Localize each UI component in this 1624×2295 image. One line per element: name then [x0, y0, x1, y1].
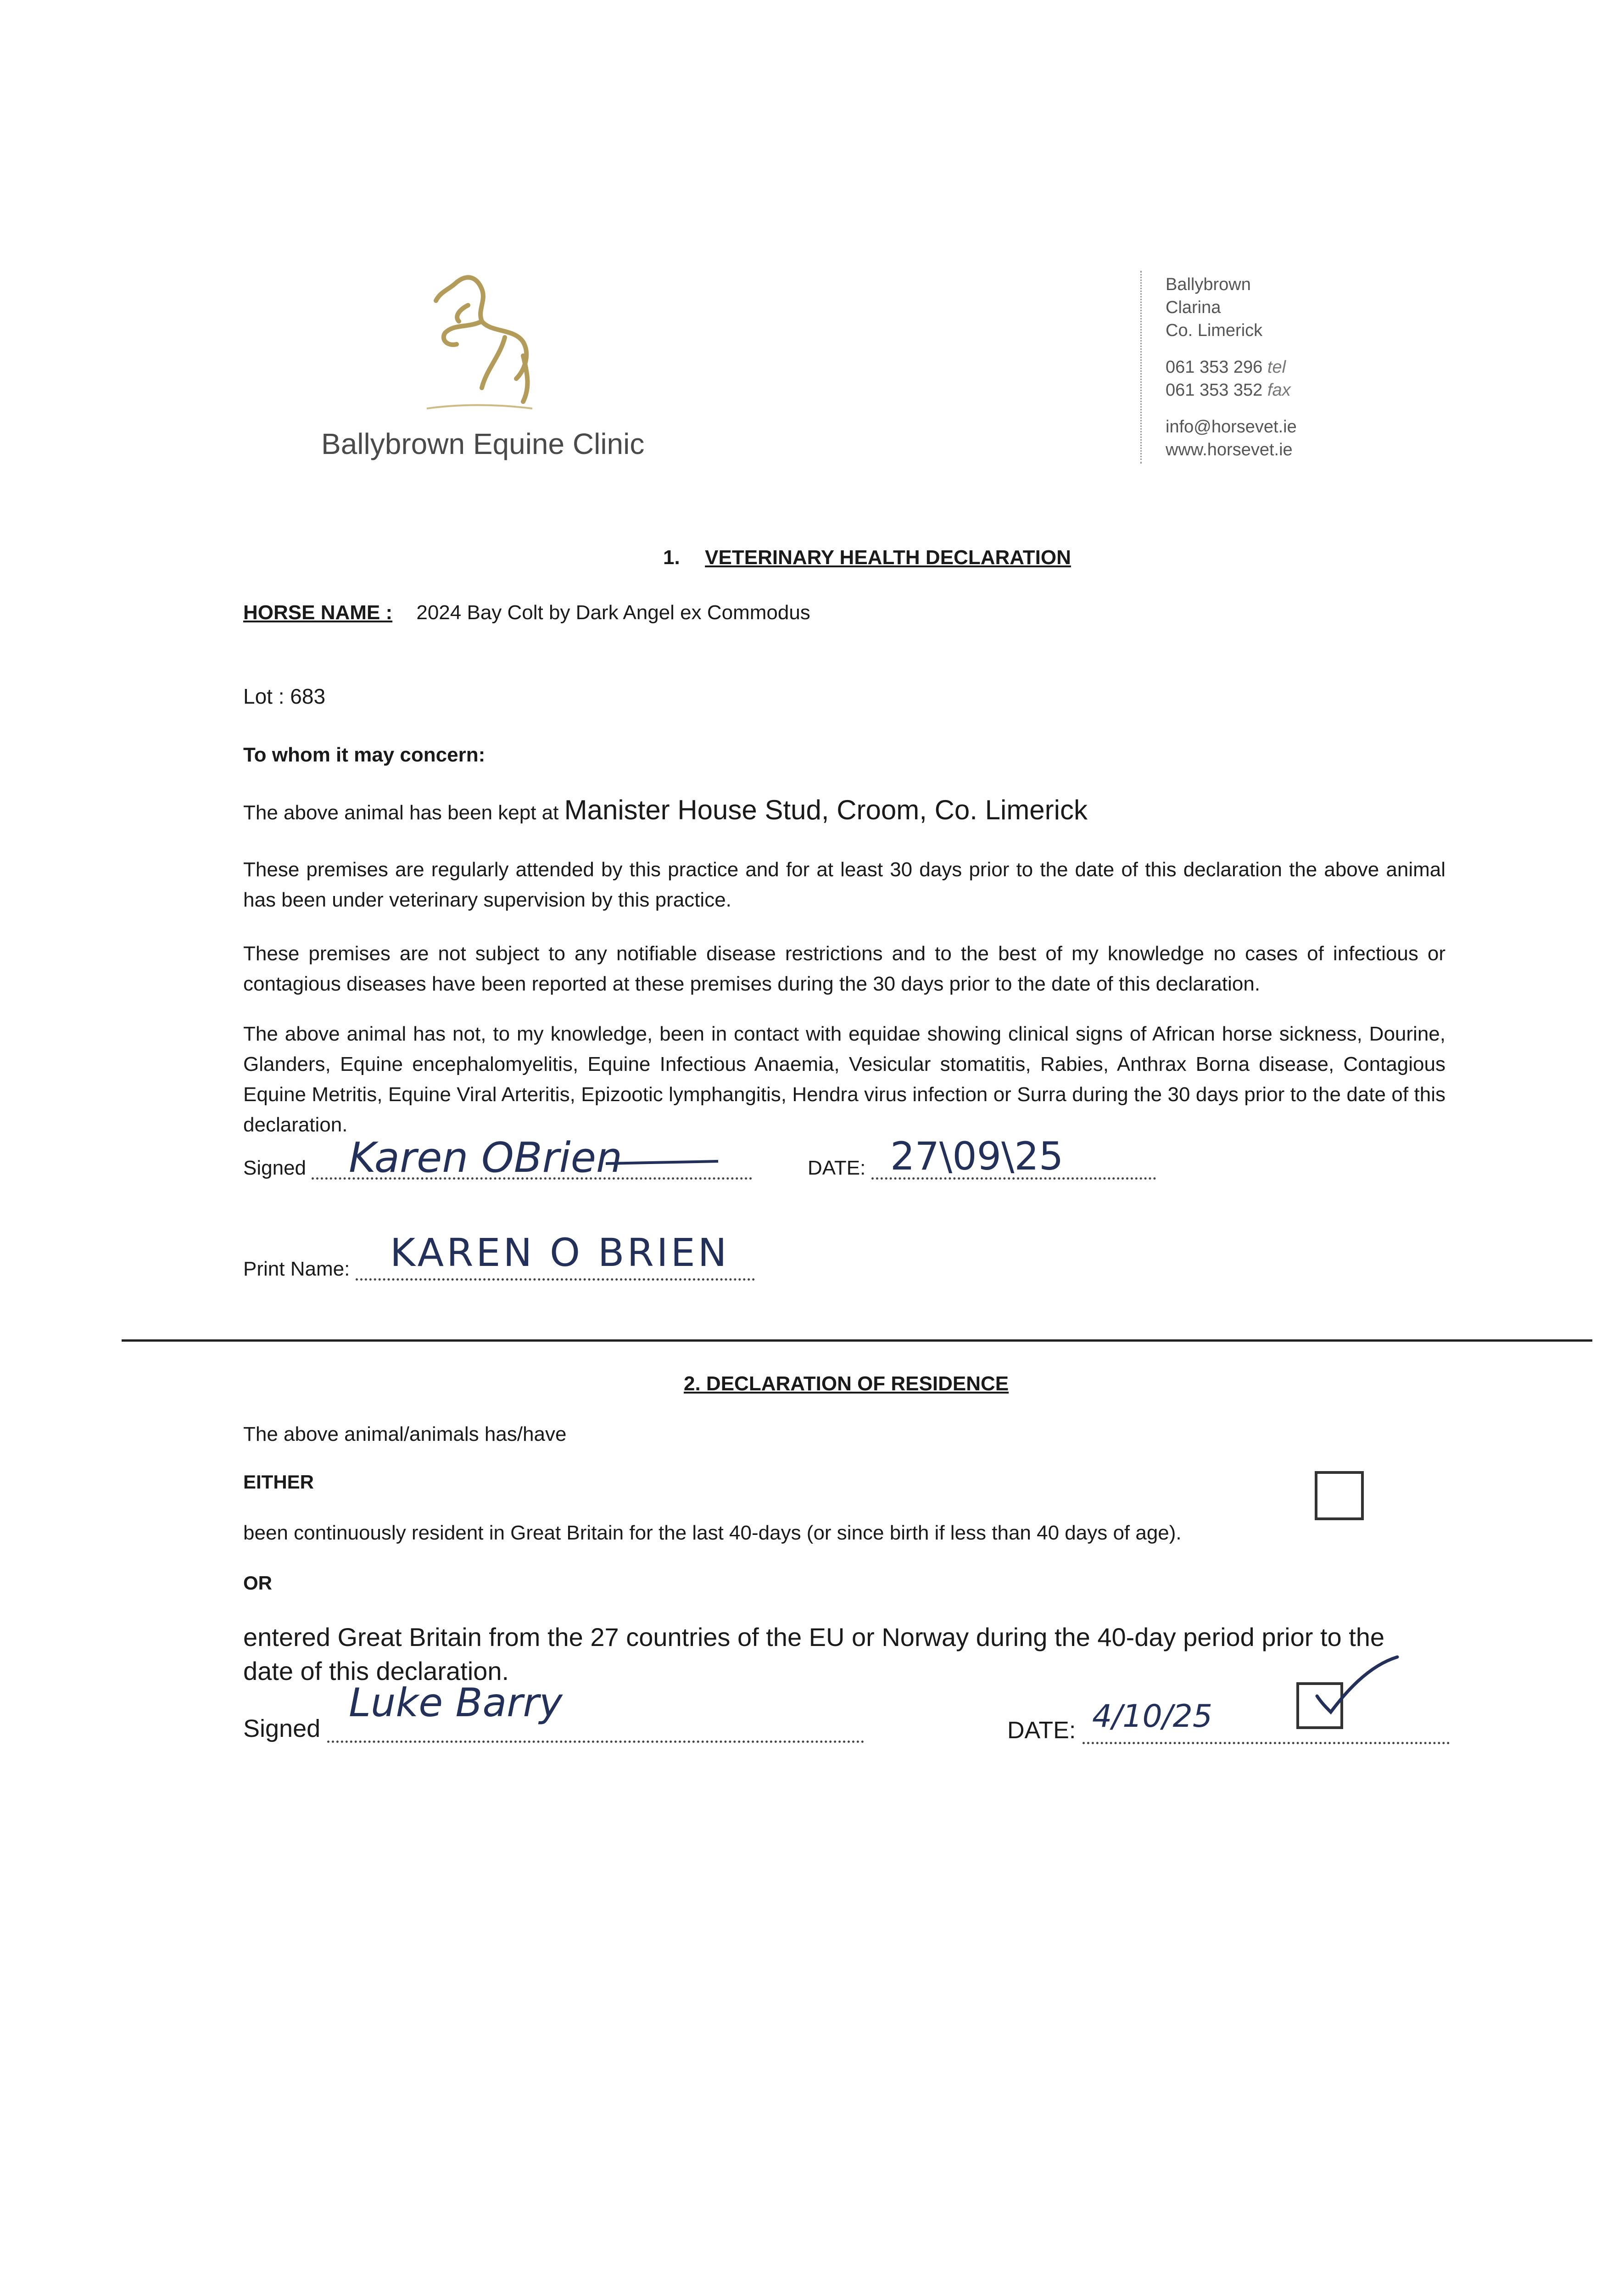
address-line-3: Co. Limerick: [1166, 321, 1263, 340]
residence-intro: The above animal/animals has/have: [243, 1423, 567, 1445]
signed-label-2: Signed: [243, 1715, 321, 1742]
option2-text: entered Great Britain from the 27 countries of the EU or Norway during the 40-day period prior to the date of this declaration.: [243, 1623, 1385, 1685]
kept-at-prefix: The above animal has been kept at: [243, 801, 559, 824]
section1-title: VETERINARY HEALTH DECLARATION: [705, 546, 1071, 569]
kept-at-location: Manister House Stud, Croom, Co. Limerick: [564, 795, 1088, 825]
phone-number: 061 353 296: [1166, 358, 1263, 377]
salutation: To whom it may concern:: [243, 744, 486, 766]
horse-name-row: [243, 601, 810, 624]
fax-suffix: fax: [1267, 381, 1291, 400]
or-label: OR: [243, 1572, 272, 1594]
checkmark-icon: [1312, 1648, 1400, 1721]
date-label-2: DATE:: [1007, 1717, 1076, 1744]
section1-heading: [663, 546, 1071, 569]
email: info@horsevet.ie: [1166, 417, 1297, 437]
address-divider: [1140, 271, 1142, 464]
date-label-1: DATE:: [808, 1157, 866, 1179]
either-label: EITHER: [243, 1471, 314, 1493]
section1-number: 1.: [663, 546, 680, 569]
paragraph-contact: The above animal has not, to my knowledge, been in contact with equidae showing clinical signs of African horse sickness, Dourine, Glanders, Equine encephalomyelitis, Equine Infectious Anaemia, Vesicular stomatitis, Rabies, Anthrax Borna disease, Contagious Equine Metritis, Equine Viral Arteritis, Epizootic lymphangitis, Hendra virus infection or Surra during the 30 days prior to the date of this declaration.: [243, 1023, 1445, 1136]
lot-number: Lot : 683: [243, 684, 326, 708]
phone-suffix: tel: [1267, 358, 1286, 377]
phone-line: [1166, 356, 1286, 379]
paragraph-restrictions: These premises are not subject to any notifiable disease restrictions and to the best of my knowledge no cases of infectious or contagious diseases have been reported at these premises during the 30 days prior to the date of this declaration.: [243, 942, 1445, 995]
print-name-label: Print Name:: [243, 1258, 350, 1280]
fax-number: 061 353 352: [1166, 381, 1263, 400]
signed-label-1: Signed: [243, 1157, 307, 1179]
fax-line: [1166, 379, 1291, 402]
address-line-2: Clarina: [1166, 298, 1221, 317]
website: www.horsevet.ie: [1166, 440, 1293, 459]
clinic-name: Ballybrown Equine Clinic: [321, 427, 645, 460]
horse-name-label: HORSE NAME :: [243, 601, 393, 624]
signature-1-flourish: [606, 1157, 720, 1170]
signature-1: Karen OBrien: [349, 1134, 622, 1182]
paragraph-supervision: These premises are regularly attended by this practice and for at least 30 days prior to the date of this declaration the above animal has been under veterinary supervision by this practice.: [243, 858, 1445, 911]
section-divider: [122, 1339, 1592, 1342]
horse-name-value: 2024 Bay Colt by Dark Angel ex Commodus: [416, 601, 810, 624]
date-value-2: 4/10/25: [1092, 1698, 1213, 1735]
section2-title: 2. DECLARATION OF RESIDENCE: [684, 1372, 1009, 1395]
print-name-value: KAREN O BRIEN: [390, 1230, 730, 1275]
option1-checkbox[interactable]: [1315, 1471, 1364, 1520]
kept-at-row: [243, 794, 1088, 826]
horse-logo-icon: [413, 264, 541, 415]
option1-text: been continuously resident in Great Britain for the last 40-days (or since birth if less than 40 days of age).: [243, 1522, 1182, 1544]
date-value-1: 27\09\25: [890, 1134, 1064, 1179]
signature-2: Luke Barry: [349, 1680, 563, 1726]
address-line-1: Ballybrown: [1166, 275, 1251, 294]
